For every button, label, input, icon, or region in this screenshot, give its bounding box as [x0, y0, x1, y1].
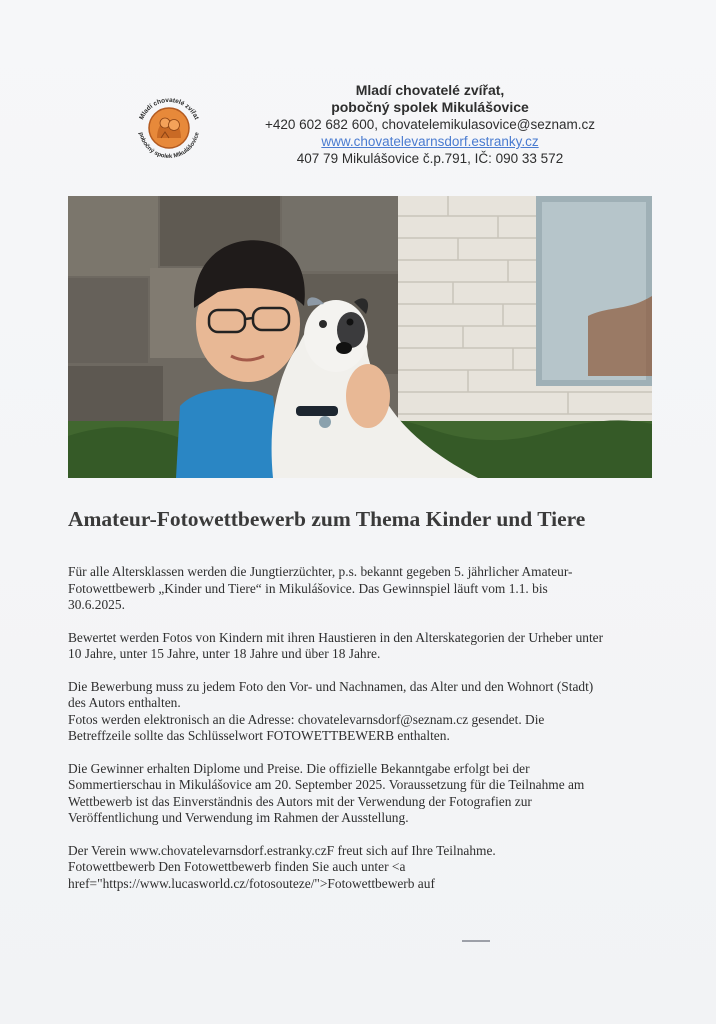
document-title: Amateur-Fotowettbewerb zum Thema Kinder und Tiere — [68, 507, 586, 531]
text-line: Die Bewerbung muss zu jedem Foto den Vor- und Nachnamen, das Alter und den Wohnort (Stadt) — [68, 678, 594, 694]
text-line: Der Verein www.chovatelevarnsdorf.estranky.czF freut sich auf Ihre Teilnahme. — [68, 842, 496, 858]
contact-line: +420 602 682 600, chovatelemikulasovice@seznam.cz — [264, 117, 596, 132]
text-line: Bewertet werden Fotos von Kindern mit ihren Haustieren in den Alterskategorien der Urheber unter — [68, 629, 604, 645]
text-line: Veröffentlichung und Verwendung im Rahmen der Ausstellung. — [68, 810, 409, 825]
scan-artifact-mark — [462, 940, 490, 942]
text-line: Fotowettbewerb „Kinder und Tiere“ in Mikulášovice. Das Gewinnspiel läuft vom 1.1. bis — [68, 580, 548, 596]
photo-illustration — [68, 196, 652, 478]
logo-bottom-text: pobočný spolek Mikulášovice — [137, 131, 201, 161]
paragraph-prizes — [68, 761, 638, 827]
text-line: href="https://www.lucasworld.cz/fotosouteze/">Fotowettbewerb auf — [68, 875, 435, 891]
text-line: Die Gewinner erhalten Diplome und Preise. Die offizielle Bekanntgabe erfolgt bei der — [68, 760, 530, 776]
org-name-line2: pobočný spolek Mikulášovice — [331, 99, 529, 115]
document-body — [68, 564, 638, 908]
paragraph-submission — [68, 679, 638, 745]
org-name-line1: Mladí chovatelé zvířat, — [355, 82, 505, 98]
address-line: 407 79 Mikulášovice č.p.791, IČ: 090 33 572 — [296, 151, 564, 166]
organization-logo — [131, 88, 207, 164]
text-line: Wettbewerb ist das Einverständnis des Autors mit der Verwendung der Fotografien zur — [68, 793, 532, 809]
child-with-dog-photo — [68, 196, 652, 478]
text-line: Fotowettbewerb Den Fotowettbewerb finden Sie auch unter <a — [68, 859, 406, 874]
logo-top-text: Mladí chovatelé zvířat — [138, 96, 200, 121]
logo-emblem-icon — [131, 88, 207, 164]
text-line: 10 Jahre, unter 15 Jahre, unter 18 Jahre und über 18 Jahre. — [68, 646, 381, 661]
paragraph-categories — [68, 630, 638, 663]
text-line: 30.6.2025. — [68, 597, 125, 612]
text-line: Fotos werden elektronisch an die Adresse: chovatelevarnsdorf@seznam.cz gesendet. Die — [68, 711, 545, 727]
text-line: Betreffzeile sollte das Schlüsselwort FOTOWETTBEWERB enthalten. — [68, 728, 450, 743]
text-line: Für alle Altersklassen werden die Jungtierzüchter, p.s. bekannt gegeben 5. jährlicher Amateur- — [68, 564, 573, 579]
text-line: Sommertierschau in Mikulášovice am 20. September 2025. Voraussetzung für die Teilnahme am — [68, 777, 585, 792]
paragraph-closing — [68, 843, 638, 893]
text-line: des Autors enthalten. — [68, 695, 181, 710]
letterhead — [240, 82, 620, 167]
paragraph-intro — [68, 564, 638, 614]
website-link[interactable]: www.chovatelevarnsdorf.estranky.cz — [321, 134, 539, 149]
